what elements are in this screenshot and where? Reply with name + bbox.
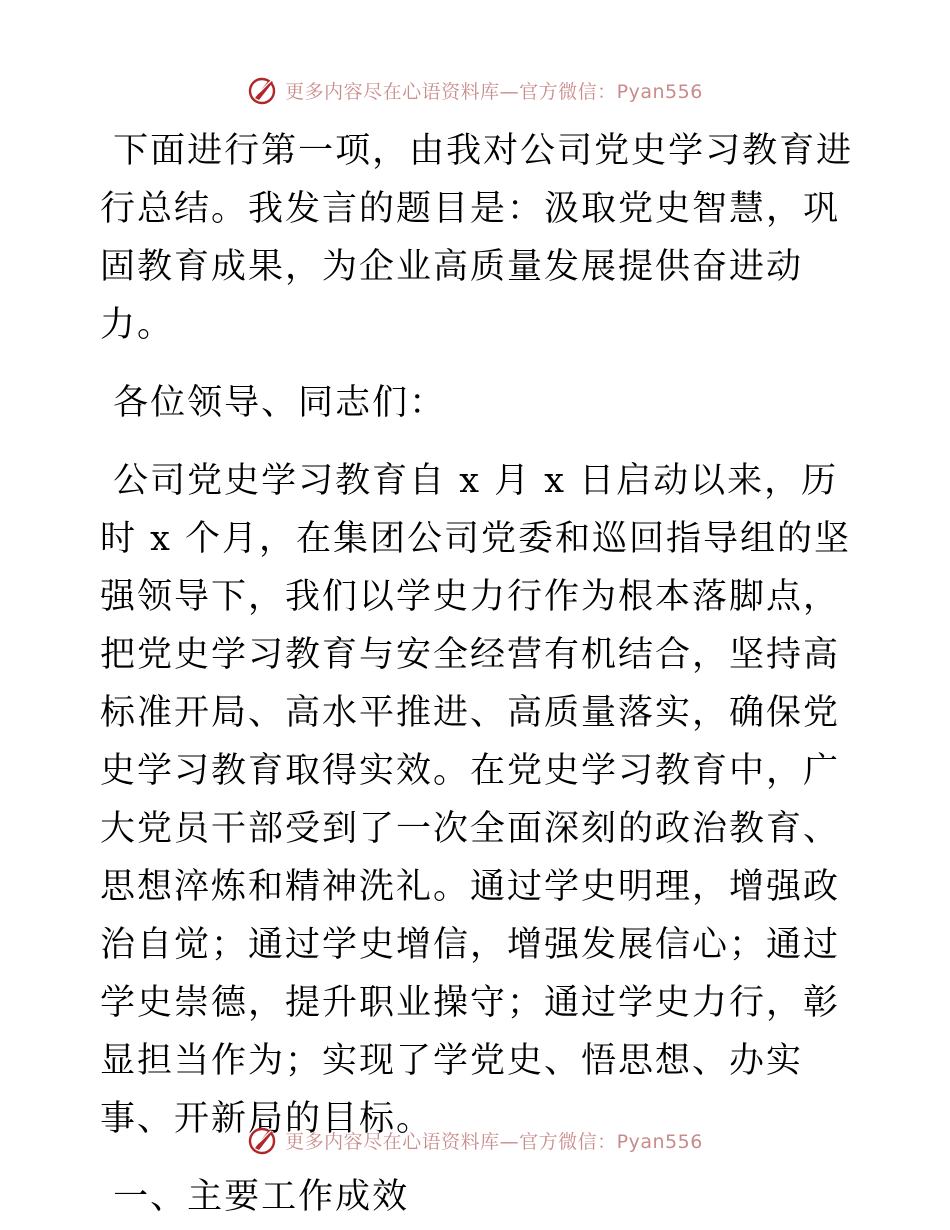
paragraph-summary: 公司党史学习教育自 x 月 x 日启动以来，历时 x 个月，在集团公司党委和巡回指导组的坚强领导下，我们以学史力行作为根本落脚点，把党史学习教育与安全经营有机结合，坚持高标准开局、高水平推进、高质量落实，确保党史学习教育取得实效。在党史学习教育中，广大党员干部受到了一次全面深刻的政治教育、思想淬炼和精神洗礼。通过学史明理，增强政治自觉；通过学史增信，增强发展信心；通过学史崇德，提升职业操守；通过学史力行，彰显担当作为；实现了学党史、悟思想、办实事、开新局的目标。: [100, 461, 851, 1139]
watermark-text: 更多内容尽在心语资料库—官方微信：Pyan556: [285, 1130, 703, 1153]
watermark-header: [0, 70, 950, 110]
quill-pen-circle-icon: [247, 1124, 279, 1156]
paragraph-intro: 下面进行第一项，由我对公司党史学习教育进行总结。我发言的题目是：汲取党史智慧，巩固教育成果，为企业高质量发展提供奋进动力。: [100, 131, 854, 345]
watermark-footer: [0, 1120, 950, 1160]
quill-pen-circle-icon: [247, 74, 279, 106]
document-body: [100, 120, 860, 1226]
section-heading: 一、主要工作成效: [100, 1177, 410, 1217]
watermark-text: 更多内容尽在心语资料库—官方微信：Pyan556: [285, 80, 703, 103]
paragraph-salutation: 各位领导、同志们：: [100, 383, 447, 423]
